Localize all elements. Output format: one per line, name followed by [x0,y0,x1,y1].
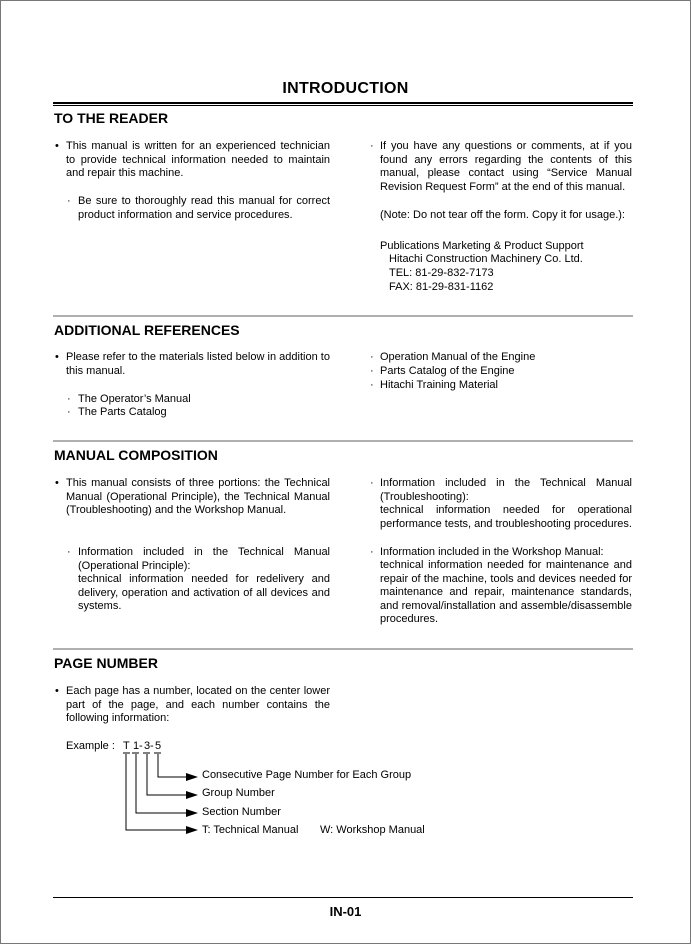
composition-paragraph-1: This manual consists of three portions: the Technical Manual (Operational Principle), the Technical Manual (Troubleshooting) and the Workshop Manual. [66,477,330,517]
page-title: INTRODUCTION [282,80,409,97]
section-heading-manual-composition: MANUAL COMPOSITION [54,447,218,463]
contact-line: Hitachi Construction Machinery Co. Ltd. [389,253,583,265]
reader-note: (Note: Do not tear off the form. Copy it for usage.): [380,209,625,221]
contact-line: FAX: 81-29-831-1162 [389,281,494,293]
composition-operational-title: Information included in the Technical Manual (Operational Principle): [78,546,330,572]
bullet-icon: • [55,140,59,152]
label-group-number: Group Number [202,787,275,799]
page-number-footer: IN-01 [329,904,362,919]
contact-line: Publications Marketing & Product Support [380,240,584,252]
arrow-head-icon [186,791,198,799]
bullet-icon: • [55,685,59,697]
dot-icon: · [370,379,374,391]
composition-workshop-body: technical information needed for maintenance and repair of the machine, tools and devices needed for maintenance and repair, maintenance standards, and removal/installation and assemble/disassemble procedures. [380,559,632,626]
dot-icon: · [67,546,71,558]
bullet-icon: • [55,351,59,363]
example-label: Example : [66,740,115,752]
arrow-head-icon [186,773,198,781]
composition-operational-body: technical information needed for redelivery and delivery, operation and activation of all devices and systems. [78,573,330,613]
dot-icon: · [67,406,71,418]
reader-paragraph-1: This manual is written for an experienced technician to provide technical information needed to maintain and repair this machine. [66,140,330,180]
reference-item: Hitachi Training Material [380,379,498,391]
section-heading-additional-references: ADDITIONAL REFERENCES [54,322,240,338]
composition-troubleshooting-title: Information included in the Technical Manual (Troubleshooting): [380,477,632,503]
example-code-group: 3 [144,740,151,752]
arrow-head-icon [186,809,198,817]
dot-icon: · [67,393,71,405]
dot-icon: · [370,140,374,152]
arrow-head-icon [186,826,198,834]
composition-troubleshooting-body: technical information needed for operational performance tests, and troubleshooting procedures. [380,504,632,530]
reference-item: The Parts Catalog [78,406,167,418]
dot-icon: · [370,546,374,558]
footer-rule [53,897,633,898]
dot-icon: · [67,195,71,207]
example-code-dash: - [139,740,143,752]
reader-paragraph-2: Be sure to thoroughly read this manual for correct product information and service procedures. [78,195,330,221]
example-code-page: 5 [155,740,162,752]
section-heading-to-the-reader: TO THE READER [54,110,169,126]
label-consecutive-page: Consecutive Page Number for Each Group [202,769,412,781]
reference-item: Operation Manual of the Engine [380,351,536,363]
section-heading-page-number: PAGE NUMBER [54,655,158,671]
label-workshop-manual: W: Workshop Manual [320,824,425,836]
reference-item: The Operator’s Manual [78,393,191,405]
label-section-number: Section Number [202,806,281,818]
references-paragraph: Please refer to the materials listed below in addition to this manual. [66,351,330,377]
bullet-icon: • [55,477,59,489]
composition-workshop-title: Information included in the Workshop Manual: [380,546,604,558]
dot-icon: · [370,351,374,363]
page-number-paragraph: Each page has a number, located on the center lower part of the page, and each number contains the following information: [66,685,330,725]
reader-paragraph-3: If you have any questions or comments, at if you found any errors regarding the contents of this manual, please contact using “Service Manual Revision Request Form” at the end of this manual. [380,140,632,193]
example-code-dash: - [150,740,154,752]
example-code-section: 1 [133,740,140,752]
reference-item: Parts Catalog of the Engine [380,365,515,377]
dot-icon: · [370,365,374,377]
example-code-t: T [123,740,130,752]
contact-line: TEL: 81-29-832-7173 [389,267,494,279]
label-technical-manual: T: Technical Manual [202,824,299,836]
dot-icon: · [370,477,374,489]
